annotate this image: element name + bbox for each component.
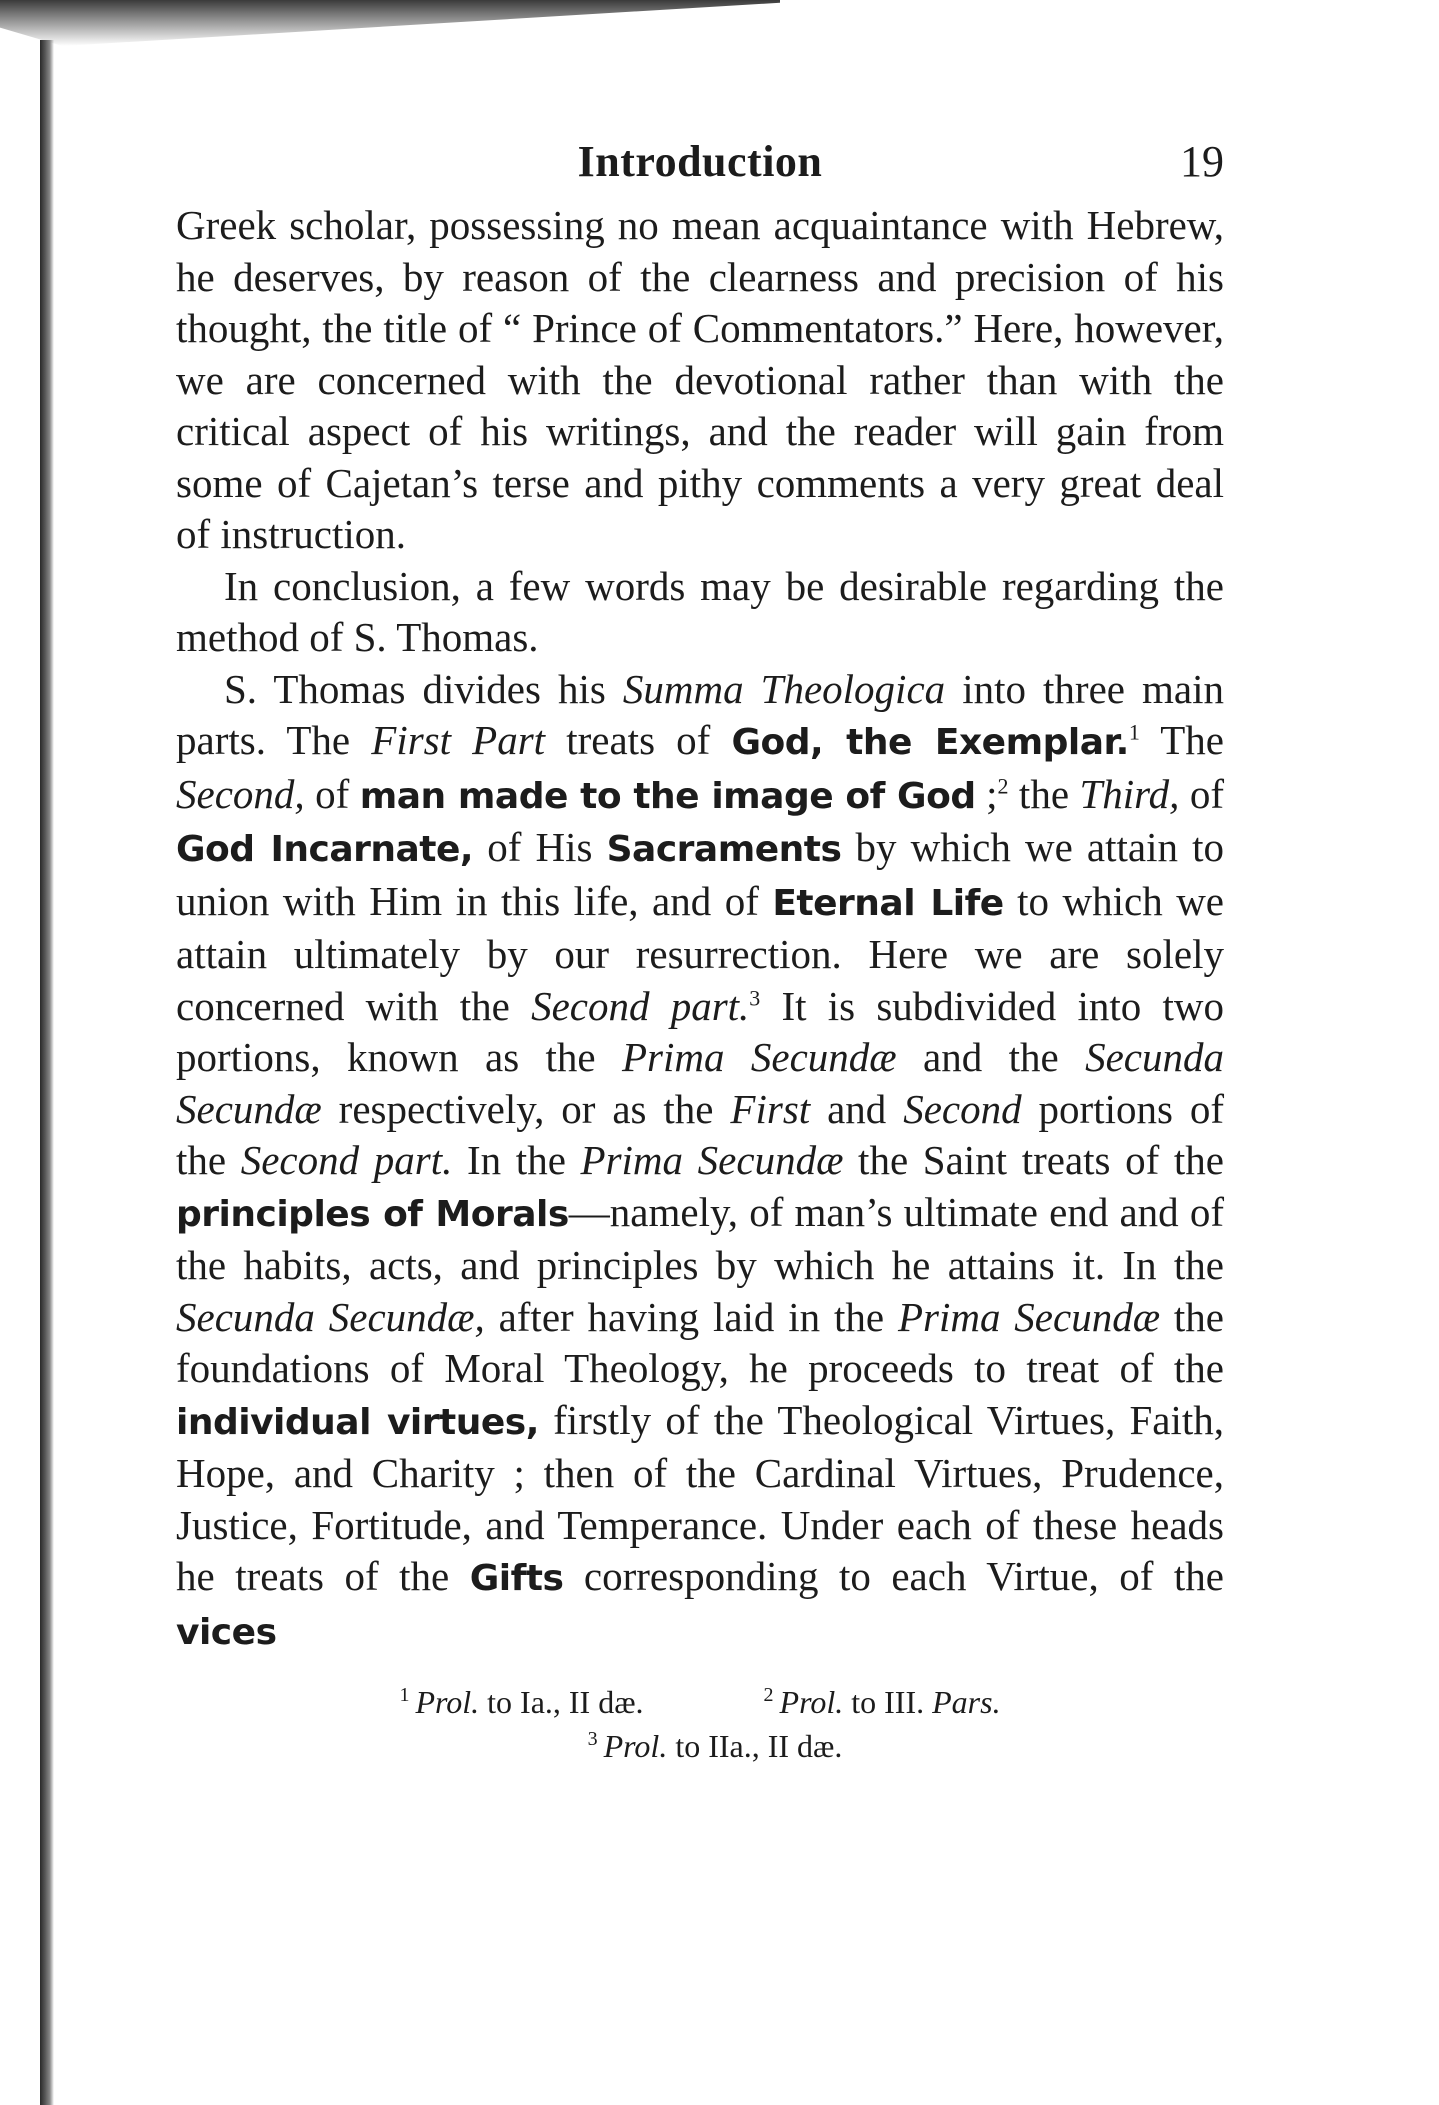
footnote-2 <box>764 1680 1001 1724</box>
text-run: In the <box>452 1137 581 1183</box>
bold-term: principles of Morals <box>176 1193 569 1235</box>
bold-term: God Incarnate, <box>176 829 474 870</box>
paragraph-text: In conclusion, a few words may be desirable regarding the method of S. Thomas. <box>176 562 1224 660</box>
text-run: after having laid in the <box>484 1293 898 1340</box>
italic-term: Second, <box>176 770 305 817</box>
italic-term: Second part. <box>240 1137 453 1183</box>
footnote-text: to IIa., II dæ. <box>667 1728 843 1764</box>
text-run: treats of <box>545 717 732 763</box>
footnote-ref-abbrev: Pars. <box>932 1684 1001 1720</box>
text-run: and <box>810 1085 904 1132</box>
footnote-number: 1 <box>399 1684 410 1707</box>
footnote-ref: 2 <box>997 772 1009 798</box>
text-run: portions of the <box>176 1085 1225 1183</box>
text-run: firstly of the Theological Virtues, Faith, Hope, and Charity ; then of the Cardinal Virtues, Prudence, Justice, Fortitude, and Temperance. Under each of these heads he treats of the <box>176 1396 1224 1599</box>
footnote-number: 3 <box>587 1728 598 1751</box>
footnote-ref-abbrev: Prol. <box>603 1728 668 1764</box>
body-text <box>176 200 1224 1658</box>
italic-term: Prima Secundæ <box>580 1137 844 1183</box>
text-run: —namely, of man’s ultimate end and of the habits, acts, and principles by which he attains it. In the <box>176 1188 1224 1288</box>
italic-term: Third, <box>1079 770 1180 817</box>
italic-term: Second <box>903 1085 1022 1132</box>
text-run: by which we attain to union with Him in this life, and of <box>176 824 1225 924</box>
bold-term: Gifts <box>469 1558 564 1599</box>
text-run: of His <box>473 824 607 870</box>
footnote-ref: 1 <box>1128 719 1140 745</box>
footnote-row <box>176 1680 1224 1724</box>
italic-title: Summa Theologica <box>622 665 946 712</box>
footnotes <box>176 1680 1224 1768</box>
text-run: and the <box>896 1034 1086 1080</box>
footnote-text: to Ia., II dæ. <box>479 1684 644 1720</box>
text-run: corresponding to each Virtue, of the <box>563 1553 1224 1599</box>
bold-term: man made to the image of God <box>359 775 976 817</box>
italic-term: First <box>730 1085 811 1132</box>
italic-term: Prima Secundæ <box>622 1034 897 1080</box>
text-run: of <box>1179 770 1224 817</box>
footnote-number: 2 <box>763 1684 774 1707</box>
italic-term: Second part. <box>531 982 750 1029</box>
italic-term: First Part <box>371 717 546 763</box>
italic-term: Prima Secundæ <box>897 1293 1161 1340</box>
page-number: 19 <box>1180 137 1224 186</box>
text-run: of <box>304 770 360 817</box>
italic-term: Secunda Secundæ <box>176 1034 1224 1132</box>
paragraph-text: Greek scholar, possessing no mean acquaintance with Hebrew, he deserves, by reason of the clearness and precision of his thought, the title of “ Prince of Commentators.” Here, however, we are concerned with the devotional rather than with the critical aspect of his writings, and the reader will gain from some of Cajetan’s terse and pithy comments a very great deal of instruction. <box>176 202 1224 557</box>
italic-term: Secunda Secundæ, <box>176 1293 485 1340</box>
bold-term: individual virtues, <box>176 1401 539 1443</box>
bold-term: Eternal Life <box>772 882 1004 924</box>
text-run: into three main parts. The <box>176 665 1224 763</box>
footnote-ref: 3 <box>749 984 761 1010</box>
text-run: to which we attain ultimately by our resurrection. Here we are solely concerned with the <box>176 877 1225 1029</box>
paragraph-3 <box>176 664 1224 1659</box>
footnote-ref-abbrev: Prol. <box>415 1684 480 1720</box>
footnote-row <box>176 1724 1224 1768</box>
book-page <box>176 130 1224 1768</box>
text-run: It is subdivided into two portions, known as the <box>176 982 1224 1080</box>
page-shadow-top <box>0 0 780 46</box>
bold-term: vices <box>176 1611 277 1653</box>
bold-term: God, the Exemplar. <box>731 722 1129 763</box>
footnote-3 <box>588 1724 843 1768</box>
text-run: S. Thomas divides his <box>224 665 623 712</box>
paragraph-2 <box>176 561 1224 664</box>
footnote-text: to III. <box>843 1684 933 1720</box>
text-run: ; <box>975 770 998 817</box>
text-run: The <box>1139 717 1224 763</box>
footnote-1 <box>399 1680 643 1724</box>
footnote-ref-abbrev: Prol. <box>779 1684 844 1720</box>
running-header <box>176 130 1224 200</box>
page-binding-edge <box>40 40 54 2105</box>
text-run: respectively, or as the <box>321 1085 731 1132</box>
bold-term: Sacraments <box>606 829 842 870</box>
text-run: the Saint treats of the <box>843 1137 1225 1183</box>
text-run: the <box>1008 770 1080 817</box>
paragraph-1 <box>176 200 1224 561</box>
text-run: the foundations of Moral Theology, he proceeds to treat of the <box>176 1293 1224 1391</box>
running-title: Introduction <box>577 137 823 186</box>
